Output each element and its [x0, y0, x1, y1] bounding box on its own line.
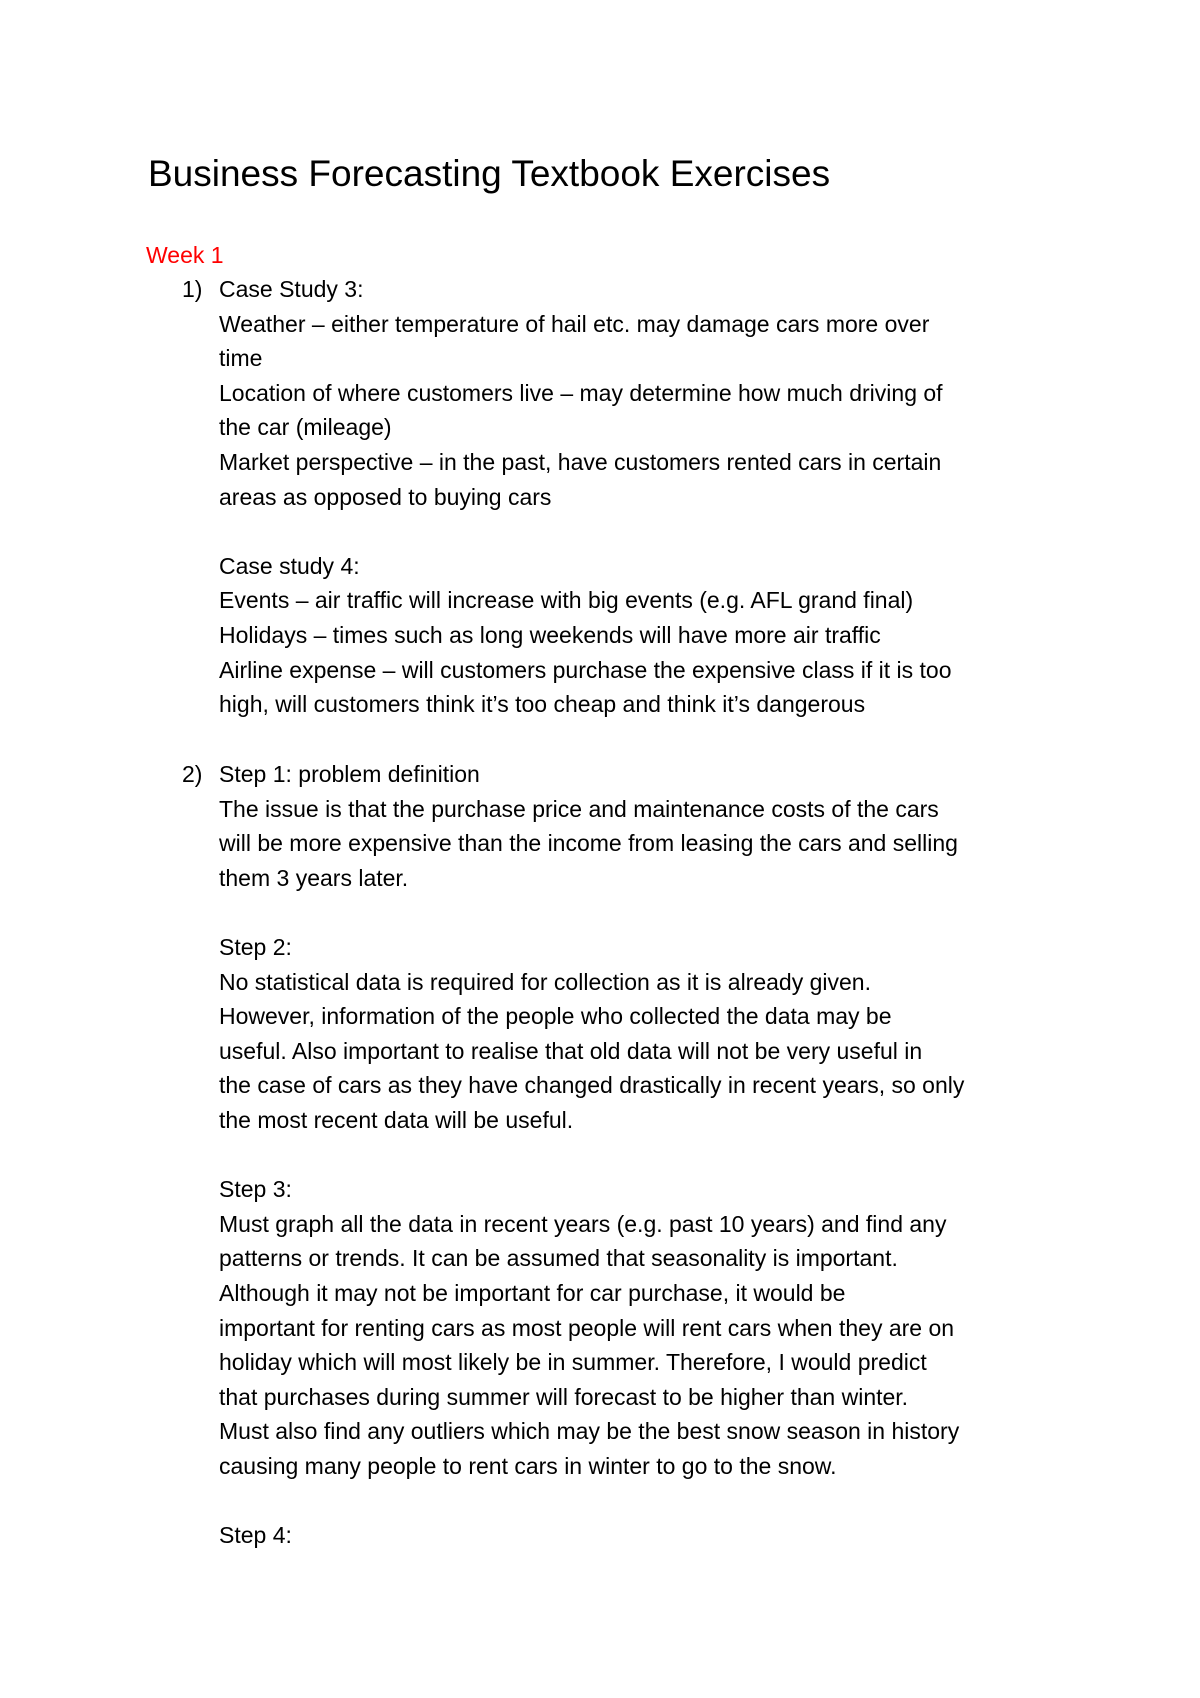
- text-line: Step 1: problem definition: [219, 761, 480, 787]
- text-line: Must also find any outliers which may be the best snow season in history: [219, 1418, 960, 1445]
- text-line: Must graph all the data in recent years (e.g. past 10 years) and find any: [219, 1210, 947, 1237]
- text-line: Weather – either temperature of hail etc. may damage cars more over: [219, 310, 930, 337]
- blank-line: [219, 1483, 1069, 1518]
- text-line: holiday which will most likely be in summer. Therefore, I would predict: [219, 1349, 927, 1376]
- text-line: time: [219, 345, 263, 372]
- text-line: causing many people to rent cars in winter to go to the snow.: [219, 1452, 837, 1479]
- text-line: high, will customers think it’s too cheap and think it’s dangerous: [219, 691, 866, 718]
- text-line: However, information of the people who collected the data may be: [219, 1003, 892, 1030]
- text-line: No statistical data is required for collection as it is already given.: [219, 968, 871, 995]
- text-line: the car (mileage): [219, 414, 392, 441]
- text-line: Market perspective – in the past, have customers rented cars in certain: [219, 448, 942, 475]
- text-line: Case study 4:: [219, 552, 360, 579]
- list-item-1-content: [219, 272, 1069, 722]
- text-line: Location of where customers live – may determine how much driving of: [219, 379, 943, 406]
- text-line: that purchases during summer will forecast to be higher than winter.: [219, 1383, 909, 1410]
- document-title: Business Forecasting Textbook Exercises: [148, 153, 831, 194]
- text-line: will be more expensive than the income from leasing the cars and selling: [219, 830, 958, 857]
- text-line: Case Study 3:: [219, 276, 364, 302]
- list-number-1: 1): [182, 276, 203, 302]
- text-line: them 3 years later.: [219, 864, 409, 891]
- text-line: Step 3:: [219, 1176, 292, 1203]
- text-line: Airline expense – will customers purchase the expensive class if it is too: [219, 656, 952, 683]
- text-line: important for renting cars as most people will rent cars when they are on: [219, 1314, 955, 1341]
- text-line: Step 2:: [219, 933, 292, 960]
- blank-line: [219, 895, 1069, 930]
- blank-line: [219, 514, 1069, 549]
- text-line: areas as opposed to buying cars: [219, 483, 552, 510]
- text-line: Events – air traffic will increase with big events (e.g. AFL grand final): [219, 587, 914, 614]
- text-line: Holidays – times such as long weekends will have more air traffic: [219, 621, 881, 648]
- list-item-2-content: [219, 757, 1069, 1553]
- blank-line: [219, 1138, 1069, 1173]
- text-line: patterns or trends. It can be assumed that seasonality is important.: [219, 1245, 898, 1272]
- list-number-2: 2): [182, 761, 203, 787]
- week-heading: Week 1: [146, 242, 224, 268]
- text-line: Step 4:: [219, 1522, 292, 1549]
- text-line: useful. Also important to realise that old data will not be very useful in: [219, 1037, 923, 1064]
- text-line: the most recent data will be useful.: [219, 1106, 574, 1133]
- text-line: the case of cars as they have changed drastically in recent years, so only: [219, 1072, 965, 1099]
- text-line: The issue is that the purchase price and maintenance costs of the cars: [219, 795, 939, 822]
- text-line: Although it may not be important for car purchase, it would be: [219, 1279, 846, 1306]
